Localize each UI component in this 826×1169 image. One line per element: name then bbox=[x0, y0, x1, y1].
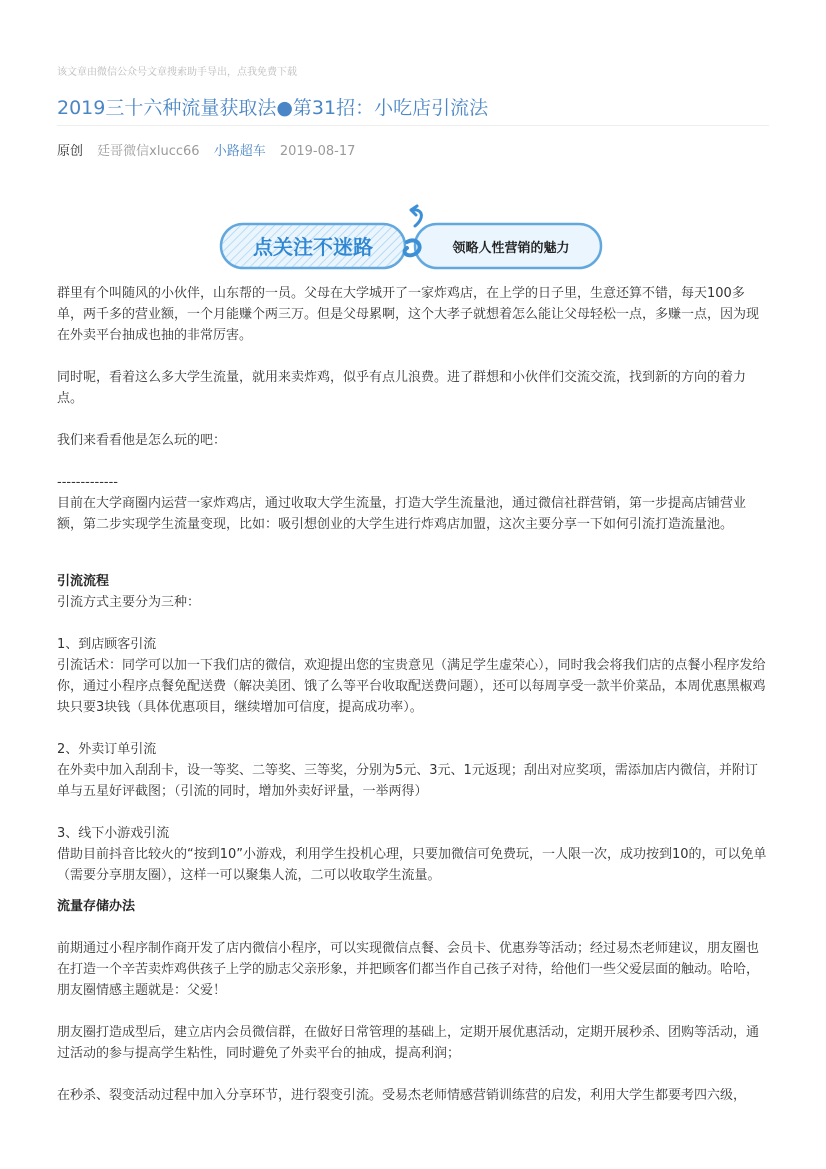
paragraph: 引流方式主要分为三种： bbox=[57, 595, 201, 610]
paragraph: 我们来看看他是怎么玩的吧： bbox=[57, 433, 227, 448]
account-link[interactable]: 小路超车 bbox=[213, 144, 266, 159]
paragraph: 在秒杀、裂变活动过程中加入分享环节，进行裂变引流。受易杰老师情感营销训练营的启发，利用大学生都要考四六级， bbox=[57, 1088, 747, 1103]
banner-right-text: 领略人性营销的魅力 bbox=[452, 241, 570, 256]
subsection-title: 2、外卖订单引流 bbox=[57, 742, 157, 757]
original-badge: 原创 bbox=[57, 144, 84, 159]
paragraph: 同时呢，看着这么多大学生流量，就用来卖炸鸡，似乎有点儿浪费。进了群想和小伙伴们交流交流，找到新的方向的着力点。 bbox=[57, 370, 747, 406]
subsection-title: 3、线下小游戏引流 bbox=[57, 826, 170, 841]
banner-left-text: 点关注不迷路 bbox=[253, 235, 373, 259]
paragraph: 前期通过小程序制作商开发了店内微信小程序，可以实现微信点餐、会员卡、优惠券等活动；经过易杰老师建议，朋友圈也在打造一个辛苦卖炸鸡供孩子上学的励志父亲形象，并把顾客们都当作自己孩子对待，给他们一些父爱层面的触动。哈哈，朋友圈情感主题就是：父爱！ bbox=[57, 941, 760, 998]
dashed-divider: ------------- bbox=[57, 475, 118, 490]
paragraph: 群里有个叫随风的小伙伴，山东帮的一员。父母在大学城开了一家炸鸡店，在上学的日子里，生意还算不错，每天100多单，两千多的营业额，一个月能赚个两三万。但是父母累啊，这个大孝子就想着怎么能让父母轻松一点，多赚一点，因为现在外卖平台抽成也抽的非常厉害。 bbox=[57, 286, 760, 343]
paragraph: 在外卖中加入刮刮卡，设一等奖、二等奖、三等奖，分别为5元、3元、1元返现；刮出对应奖项，需添加店内微信，并附订单与五星好评截图；（引流的同时，增加外卖好评量，一举两得） bbox=[57, 763, 758, 799]
paragraph: 目前在大学商圈内运营一家炸鸡店，通过收取大学生流量，打造大学生流量池，通过微信社群营销，第一步提高店铺营业额，第二步实现学生流量变现，比如：吸引想创业的大学生进行炸鸡店加盟，这次主要分享一下如何引流打造流量池。 bbox=[57, 496, 747, 532]
author-name: 廷哥微信xlucc66 bbox=[97, 144, 200, 159]
article-title: 2019三十六种流量获取法●第31招：小吃店引流法 bbox=[57, 97, 489, 119]
subsection-title: 1、到店顾客引流 bbox=[57, 637, 157, 652]
article-body bbox=[57, 283, 769, 1106]
swirl-arrow-icon bbox=[411, 206, 421, 226]
follow-banner bbox=[219, 204, 605, 274]
paragraph: 借助目前抖音比较火的“按到10”小游戏，利用学生投机心理，只要加微信可免费玩，一人限一次，成功按到10的，可以免单（需要分享朋友圈），这样一可以聚集人流，二可以收取学生流量。 bbox=[57, 847, 767, 883]
paragraph: 引流话术：同学可以加一下我们店的微信，欢迎提出您的宝贵意见（满足学生虚荣心），同时我会将我们店的点餐小程序发给你，通过小程序点餐免配送费（解决美团、饿了么等平台收取配送费问题），还可以每周享受一款半价菜品，本周优惠黑椒鸡块只要3块钱（具体优惠项目，继续增加可信度，提高成功率）。 bbox=[57, 658, 766, 715]
paragraph: 朋友圈打造成型后，建立店内会员微信群，在做好日常管理的基础上，定期开展优惠活动，定期开展秒杀、团购等活动，通过活动的参与提高学生粘性，同时避免了外卖平台的抽成，提高利润； bbox=[57, 1025, 760, 1061]
section-heading: 流量存储办法 bbox=[57, 899, 136, 914]
title-divider bbox=[57, 125, 769, 126]
export-note-link[interactable]: 该文章由微信公众号文章搜索助手导出，点我免费下载 bbox=[57, 67, 297, 78]
article-meta bbox=[57, 140, 365, 159]
section-heading: 引流流程 bbox=[57, 574, 110, 589]
publish-date: 2019-08-17 bbox=[279, 144, 356, 159]
